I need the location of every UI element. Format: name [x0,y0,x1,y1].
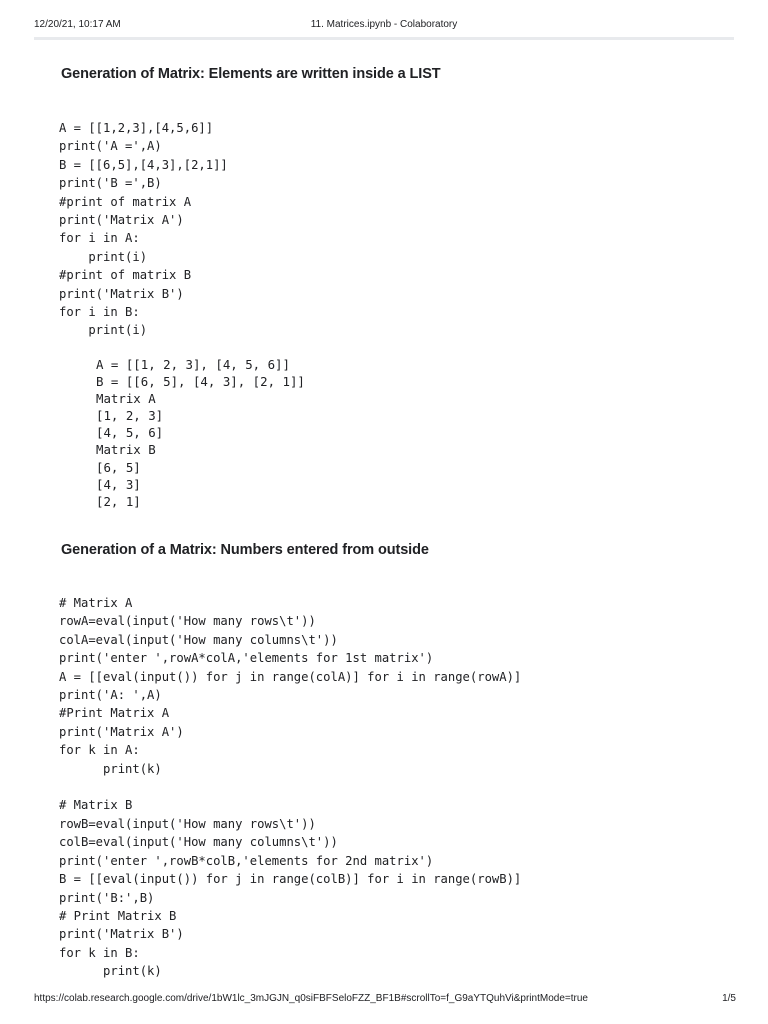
section2-heading: Generation of a Matrix: Numbers entered from outside [61,542,429,558]
print-page-title: 11. Matrices.ipynb - Colaboratory [310,19,458,30]
print-header [0,0,768,36]
header-divider [34,37,734,40]
section2-code-cell[interactable]: # Matrix A rowA=eval(input('How many rows\t')) colA=eval(input('How many columns\t')) print('enter ',rowA*colA,'elements for 1st matrix') A = [[eval(input()) for j in range(colA)] for i in range(rowA)] print('A: ',A) #Print Matrix A print('Matrix A') for k in A: print(k) # Matrix B rowB=eval(input('How many rows\t')) colB=eval(input('How many columns\t')) print('enter ',rowB*colB,'elements for 2nd matrix') B = [[eval(input()) for j in range(colB)] for i in range(rowB)] print('B:',B) # Print Matrix B print('Matrix B') for k in B: print(k) [59,596,522,979]
print-url: https://colab.research.google.com/drive/1bW1lc_3mJGJN_q0siFBFSeloFZZ_BF1B#scrollTo=f_G9aYTQuhVi&printMode=true [34,993,588,1004]
section1-output: A = [[1, 2, 3], [4, 5, 6]] B = [[6, 5], [4, 3], [2, 1]] Matrix A [1, 2, 3] [4, 5, 6] Matrix B [6, 5] [4, 3] [2, 1] [96,357,305,509]
print-datetime: 12/20/21, 10:17 AM [34,19,121,30]
section1-code-cell[interactable]: A = [[1,2,3],[4,5,6]] print('A =',A) B = [[6,5],[4,3],[2,1]] print('B =',B) #print of matrix A print('Matrix A') for i in A: print(i) #print of matrix B print('Matrix B') for i in B: print(i) [59,121,228,338]
section1-heading: Generation of Matrix: Elements are written inside a LIST [61,66,441,82]
page-number: 1/5 [722,993,736,1004]
